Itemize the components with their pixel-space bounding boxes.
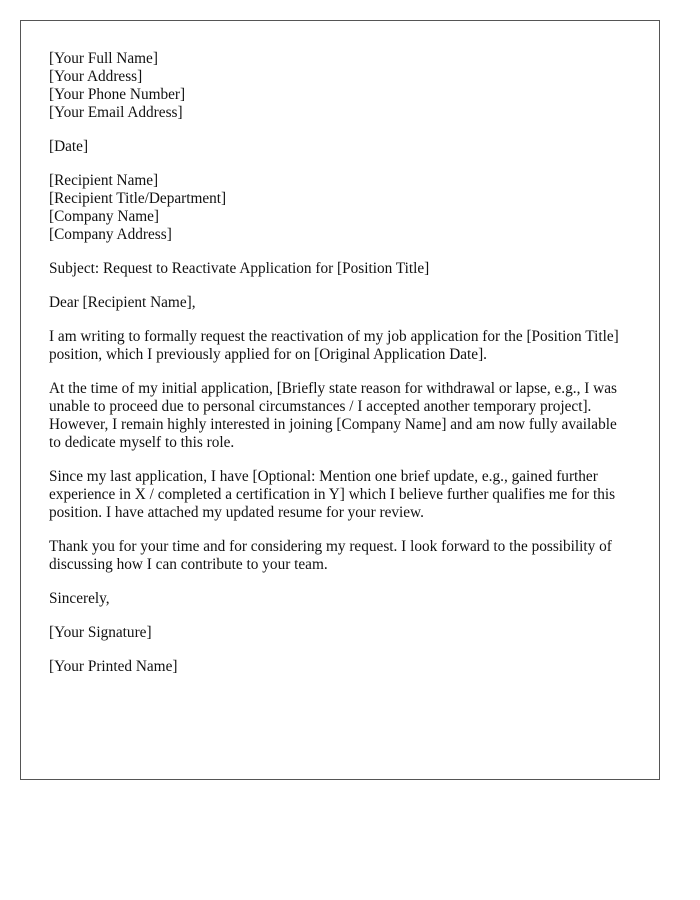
sender-address: [Your Address] [49,68,143,85]
printed-name: [Your Printed Name] [49,658,178,675]
signature-placeholder: [Your Signature] [49,624,152,641]
letter-date: [Date] [49,138,89,155]
subject-line: Subject: Request to Reactivate Application for [Position Title] [49,260,430,277]
sender-block [49,50,631,122]
recipient-block [49,172,631,244]
body-paragraph-reason: At the time of my initial application, [Briefly state reason for withdrawal or lapse, e.g., I was unable to proceed due to personal circumstances / I accepted another temporary project]. However, I remain highly interested in joining [Company Name] and am now fully available to dedicate myself to this role. [49,380,617,451]
recipient-company: [Company Name] [49,208,160,225]
sender-email: [Your Email Address] [49,104,183,121]
body-paragraph-thanks: Thank you for your time and for considering my request. I look forward to the possibility of discussing how I can contribute to your team. [49,538,612,573]
date-block [49,138,631,156]
body-paragraph-intro: I am writing to formally request the reactivation of my job application for the [Position Title] position, which I previously applied for on [Original Application Date]. [49,328,619,363]
recipient-title: [Recipient Title/Department] [49,190,227,207]
letter-page [20,20,660,780]
sender-name: [Your Full Name] [49,50,158,67]
closing: Sincerely, [49,590,110,607]
recipient-address: [Company Address] [49,226,172,243]
body-paragraph-update: Since my last application, I have [Optional: Mention one brief update, e.g., gained further experience in X / completed a certification in Y] which I believe further qualifies me for this position. I have attached my updated resume for your review. [49,468,616,521]
sender-phone: [Your Phone Number] [49,86,186,103]
recipient-name: [Recipient Name] [49,172,159,189]
salutation: Dear [Recipient Name], [49,294,196,311]
